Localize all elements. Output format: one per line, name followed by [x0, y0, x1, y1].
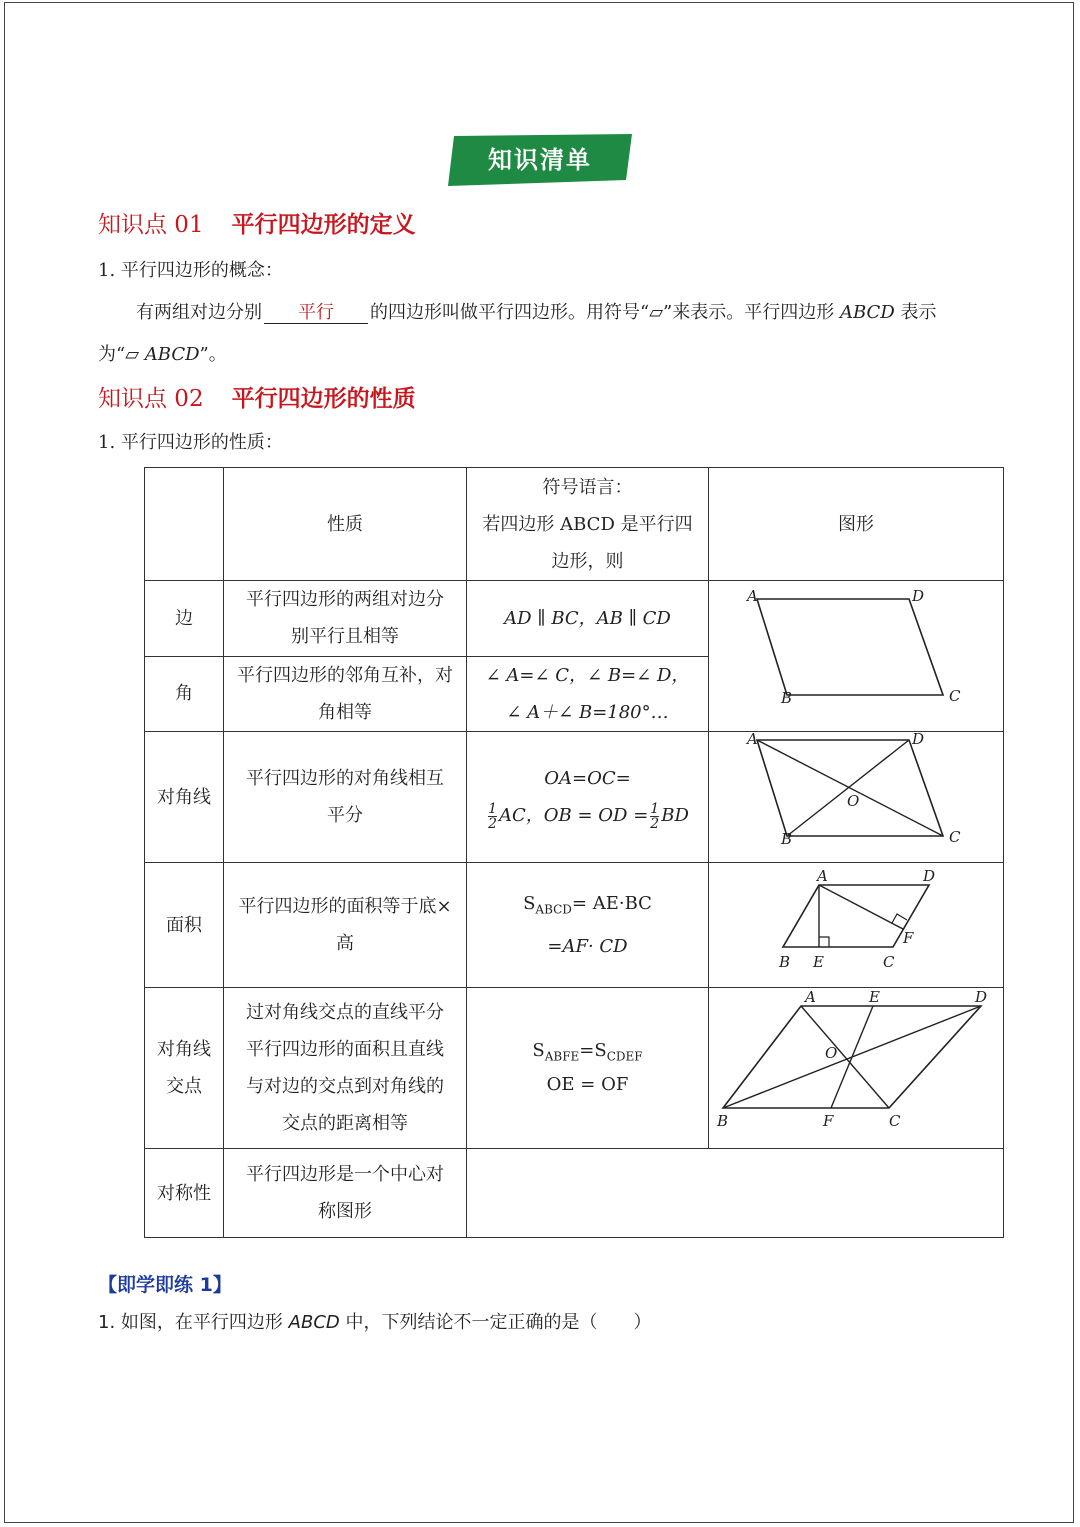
row-symbolic: $S_{ABFE}=S_{CDEF}$ OE = OF — [467, 988, 709, 1149]
practice-heading: 【即学即练 1】 — [98, 1274, 232, 1296]
row-symbolic: AD ∥ BC，AB ∥ CD — [467, 581, 709, 657]
svg-text:A: A — [817, 867, 828, 885]
figure-parallelogram — [709, 581, 1004, 732]
row-label: 面积 — [145, 863, 224, 988]
parallelogram-figure-2 — [709, 732, 1004, 862]
svg-text:A: A — [747, 732, 758, 748]
figure-area — [709, 863, 1004, 988]
row-label: 对角线 — [145, 732, 224, 863]
svg-text:D: D — [923, 867, 936, 885]
parallelogram-figure-1 — [709, 581, 1004, 731]
row-property: 平行四边形的邻角互补，对 角相等 — [224, 656, 467, 732]
kp1-number: 知识点 01 — [98, 212, 204, 238]
svg-text:F: F — [903, 929, 914, 947]
svg-text:B: B — [781, 689, 793, 707]
banner-title: 知识清单 — [488, 146, 592, 174]
header-symbolic: 符号语言： 若四边形 ABCD 是平行四 边形，则 — [467, 468, 709, 581]
parallelogram-symbol: ▱ — [649, 302, 664, 323]
svg-text:O: O — [847, 792, 860, 810]
parallelogram-figure-4 — [709, 988, 1004, 1148]
properties-table — [144, 467, 1004, 1238]
row-property: 平行四边形的两组对边分 别平行且相等 — [224, 581, 467, 657]
svg-text:C: C — [949, 687, 961, 705]
svg-text:B: B — [781, 830, 793, 848]
row-label: 角 — [145, 656, 224, 732]
row-symbolic: ∠ A=∠ C，∠ B=∠ D， ∠ A＋∠ B=180°… — [467, 656, 709, 732]
svg-text:A: A — [805, 988, 816, 1006]
question-1: 1. 如图，在平行四边形 ABCD 中，下列结论不一定正确的是（ ） — [98, 1312, 652, 1333]
concept-heading: 1. 平行四边形的概念： — [98, 260, 283, 281]
row-property: 平行四边形的对角线相互 平分 — [224, 732, 467, 863]
table-header-row — [145, 468, 1004, 581]
row-property: 过对角线交点的直线平分 平行四边形的面积且直线 与对边的交点到对角线的 交点的距离相等 — [224, 988, 467, 1149]
header-property: 性质 — [224, 468, 467, 581]
row-label: 边 — [145, 581, 224, 657]
svg-text:D: D — [912, 587, 925, 605]
svg-text:B: B — [717, 1112, 729, 1130]
row-empty — [467, 1149, 1004, 1238]
svg-text:D: D — [975, 988, 988, 1006]
knowledge-list-banner — [446, 134, 634, 186]
properties-heading: 1. 平行四边形的性质： — [98, 432, 283, 453]
concept-line-2: 为“▱ ABCD”。 — [98, 344, 227, 365]
table-row — [145, 1149, 1004, 1238]
svg-text:C: C — [889, 1112, 901, 1130]
row-symbolic: OA=OC= $\frac{1}{2}$ AC，OB = OD = $\frac{1}{2}$ BD — [467, 732, 709, 863]
table-row — [145, 581, 1004, 657]
header-figure: 图形 — [709, 468, 1004, 581]
answer-blank: 平行 — [264, 303, 368, 324]
row-property: 平行四边形是一个中心对 称图形 — [224, 1149, 467, 1238]
row-symbolic: $S_{ABCD}= AE\cdot BC$ =AF· CD — [467, 863, 709, 988]
figure-intersection — [709, 988, 1004, 1149]
knowledge-point-1-heading — [98, 206, 416, 239]
figure-diagonals — [709, 732, 1004, 863]
svg-text:E: E — [813, 953, 824, 971]
row-label: 对角线 交点 — [145, 988, 224, 1149]
svg-text:B: B — [779, 953, 791, 971]
knowledge-point-2-heading — [98, 380, 416, 413]
row-property: 平行四边形的面积等于底× 高 — [224, 863, 467, 988]
svg-text:O: O — [825, 1044, 838, 1062]
svg-text:D: D — [912, 732, 925, 748]
row-label: 对称性 — [145, 1149, 224, 1238]
kp1-title: 平行四边形的定义 — [231, 212, 416, 238]
table-row — [145, 863, 1004, 988]
svg-text:E: E — [869, 988, 880, 1006]
svg-text:C: C — [949, 828, 961, 846]
parallelogram-figure-3 — [709, 863, 1004, 987]
kp2-number: 知识点 02 — [98, 386, 204, 412]
svg-text:C: C — [883, 953, 895, 971]
header-blank-cell — [145, 468, 224, 581]
kp2-title: 平行四边形的性质 — [231, 386, 416, 412]
svg-text:A: A — [747, 587, 758, 605]
table-row — [145, 988, 1004, 1149]
concept-line-1: 有两组对边分别 平行 的四边形叫做平行四边形。用符号“▱”来表示。平行四边形 ABCD 表示 — [136, 302, 937, 323]
table-row — [145, 732, 1004, 863]
svg-text:F: F — [823, 1112, 834, 1130]
